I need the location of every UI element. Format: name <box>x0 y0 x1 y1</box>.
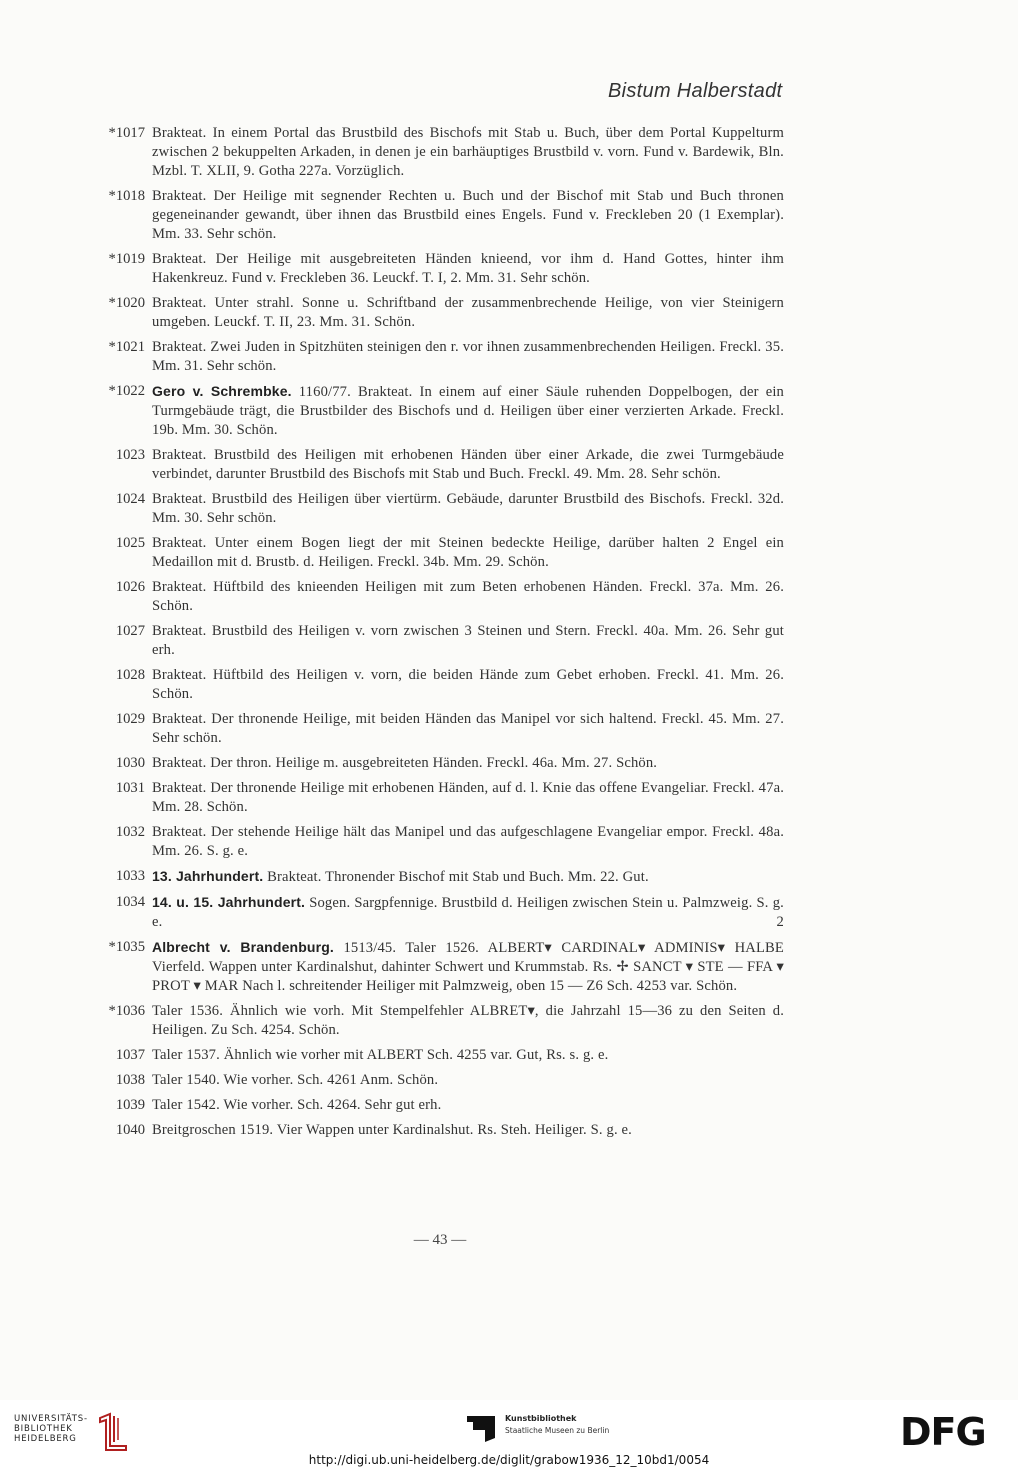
entry-text: Taler 1542. Wie vorher. Sch. 4264. Sehr gut erh. <box>152 1097 442 1113</box>
catalog-entries <box>96 124 784 1146</box>
catalog-entry <box>96 187 784 244</box>
entry-text: Brakteat. Brustbild des Heiligen mit erhobenen Händen über einer Arkade, die zwei Turmgebäude verbindet, darunter Brustbild des Bischofs mit Stab und Buch. Freckl. 49. Mm. 28. Sehr schön. <box>152 447 784 482</box>
entry-description <box>152 534 784 572</box>
page-number: — 43 — <box>413 1232 467 1248</box>
catalog-entry <box>96 823 784 861</box>
entry-number: 1039 <box>115 1097 145 1113</box>
entry-description <box>152 867 784 887</box>
catalog-entry <box>96 1071 784 1090</box>
entry-text: Brakteat. Unter einem Bogen liegt der mit Steinen bedeckte Heilige, darüber halten 2 Engel ein Medaillon mit d. Brustb. d. Heiligen. Freckl. 34b. Mm. 29. Schön. <box>152 535 784 570</box>
catalog-entry <box>96 1096 784 1115</box>
catalog-entry <box>96 938 784 996</box>
kunstbibliothek-emblem-icon <box>465 1412 499 1444</box>
catalog-entry <box>96 446 784 484</box>
entry-number: 1033 <box>115 868 145 884</box>
catalog-entry <box>96 534 784 572</box>
entry-description <box>152 1002 784 1040</box>
entry-text: Brakteat. Zwei Juden in Spitzhüten steinigen den r. vor ihnen zusammenbrechenden Heiligen. Freckl. 35. Mm. 31. Sehr schön. <box>152 339 784 374</box>
catalog-entry <box>96 250 784 288</box>
entry-number: *1019 <box>108 251 145 267</box>
entry-quantity: 2 <box>776 914 784 930</box>
entry-description <box>152 622 784 660</box>
entry-number: 1030 <box>115 755 145 771</box>
entry-text: Brakteat. Der stehende Heilige hält das Manipel und das aufgeschlagene Evangeliar empor. Freckl. 48a. Mm. 26. S. g. e. <box>152 824 784 859</box>
entry-number: 1025 <box>115 535 145 551</box>
entry-text: Brakteat. Unter strahl. Sonne u. Schriftband der zusammenbrechende Heilige, von vier Steinigern umgeben. Leuckf. T. II, 23. Mm. 31. Schön. <box>152 295 784 330</box>
entry-number: *1021 <box>108 339 145 355</box>
catalog-entry <box>96 382 784 440</box>
catalog-entry <box>96 490 784 528</box>
entry-text: Sogen. Sargpfennige. Brustbild d. Heiligen zwischen Stein u. Palmzweig. S. g. e. <box>152 895 784 930</box>
entry-text: Brakteat. Brustbild des Heiligen über viertürm. Gebäude, darunter Brustbild des Bischofs. Freckl. 32d. Mm. 30. Sehr schön. <box>152 491 784 526</box>
entry-text: Brakteat. Hüftbild des Heiligen v. vorn, die beiden Hände zum Gebet erhoben. Freckl. 41. Mm. 26. Schön. <box>152 667 784 702</box>
catalog-entry <box>96 1002 784 1040</box>
library-emblem-icon <box>96 1412 132 1452</box>
entry-description <box>152 382 784 440</box>
catalog-entry <box>96 124 784 181</box>
entry-description <box>152 446 784 484</box>
entry-text: Breitgroschen 1519. Vier Wappen unter Kardinalshut. Rs. Steh. Heiliger. S. g. e. <box>152 1122 632 1138</box>
entry-number: *1022 <box>108 383 145 399</box>
permalink-url[interactable]: http://digi.ub.uni-heidelberg.de/diglit/grabow1936_12_10bd1/0054 <box>308 1453 710 1467</box>
dfg-logo[interactable]: DFG <box>900 1410 986 1454</box>
entry-text: Taler 1540. Wie vorher. Sch. 4261 Anm. Schön. <box>152 1072 439 1088</box>
catalog-entry <box>96 1121 784 1140</box>
entry-text: Brakteat. Der thronende Heilige mit erhobenen Händen, auf d. l. Knie das offene Evangeliar. Freckl. 47a. Mm. 28. Schön. <box>152 780 784 815</box>
entry-text: Brakteat. Thronender Bischof mit Stab und Buch. Mm. 22. Gut. <box>263 869 649 885</box>
library-name <box>14 1414 88 1444</box>
entry-text: Taler 1536. Ähnlich wie vorh. Mit Stempelfehler ALBRET▾, die Jahrzahl 15—36 zu den Seiten d. Heiligen. Zu Sch. 4254. Schön. <box>152 1003 784 1038</box>
entry-text: Brakteat. Der thron. Heilige m. ausgebreiteten Händen. Freckl. 46a. Mm. 27. Schön. <box>152 755 658 771</box>
library-line-3: HEIDELBERG <box>14 1434 77 1444</box>
entry-description <box>152 779 784 817</box>
catalog-entry <box>96 779 784 817</box>
catalog-entry <box>96 622 784 660</box>
entry-text: Brakteat. In einem Portal das Brustbild des Bischofs mit Stab u. Buch, über dem Portal Kuppelturm zwischen 2 bekuppelten Arkaden, in denen je ein barhäuptiges Brustbild v. vorn. Fund v. Bardewik, Bln. Mzbl. T. XLII, 9. Gotha 227a. Vorzüglich. <box>152 125 784 179</box>
catalog-entry <box>96 294 784 332</box>
entry-number: 1037 <box>115 1047 145 1063</box>
entry-description <box>152 823 784 861</box>
entry-text: Taler 1537. Ähnlich wie vorher mit ALBERT Sch. 4255 var. Gut, Rs. s. g. e. <box>152 1047 609 1063</box>
entry-text: 1513/45. Taler 1526. ALBERT▾ CARDINAL▾ ADMINIS▾ HALBE Vierfeld. Wappen unter Kardinalshut, dahinter Schwert und Krummstab. Rs. ✢ SANCT ▾ STE — FFA ▾ PROT ▾ MAR Nach l. schreitender Heiliger mit Palmzweig, oben 15 — Z6 Sch. 4253 var. Schön. <box>152 940 784 994</box>
entry-description <box>152 294 784 332</box>
entry-heading: 13. Jahrhundert. <box>152 868 264 884</box>
library-line-2: BIBLIOTHEK <box>14 1424 73 1434</box>
entry-description <box>152 938 784 996</box>
entry-number: 1034 <box>115 894 145 910</box>
entry-description <box>152 1121 784 1140</box>
library-line-1: UNIVERSITÄTS- <box>14 1414 88 1424</box>
entry-text: Brakteat. Hüftbild des knieenden Heiligen mit zum Beten erhobenen Händen. Freckl. 37a. Mm. 26. Schön. <box>152 579 784 614</box>
entry-text: Brakteat. Brustbild des Heiligen v. vorn zwischen 3 Steinen und Stern. Freckl. 40a. Mm. 26. Sehr gut erh. <box>152 623 784 658</box>
kb-name: Kunstbibliothek <box>505 1414 577 1423</box>
entry-number: *1020 <box>108 295 145 311</box>
entry-number: 1038 <box>115 1072 145 1088</box>
catalog-entry <box>96 338 784 376</box>
entry-number: *1036 <box>108 1003 145 1019</box>
heidelberg-library-logo[interactable] <box>14 1414 134 1454</box>
entry-description <box>152 754 784 773</box>
catalog-entry <box>96 893 784 932</box>
entry-number: 1029 <box>115 711 145 727</box>
entry-number: 1023 <box>115 447 145 463</box>
entry-number: 1032 <box>115 824 145 840</box>
entry-number: 1031 <box>115 780 145 796</box>
entry-description <box>152 893 784 932</box>
entry-description <box>152 490 784 528</box>
catalog-entry <box>96 1046 784 1065</box>
entry-number: 1028 <box>115 667 145 683</box>
entry-text: Brakteat. Der thronende Heilige, mit beiden Händen das Manipel vor sich haltend. Freckl. 45. Mm. 27. Sehr schön. <box>152 711 784 746</box>
entry-number: *1035 <box>108 939 145 955</box>
catalog-entry <box>96 666 784 704</box>
entry-description <box>152 187 784 244</box>
entry-number: 1024 <box>115 491 145 507</box>
entry-heading: 14. u. 15. Jahrhundert. <box>152 894 306 910</box>
entry-text: 1160/77. Brakteat. In einem auf einer Säule ruhenden Doppelbogen, der ein Turmgebäude trägt, die Brustbilder des Bischofs und d. Heiligen über einer verzierten Arkade. Freckl. 19b. Mm. 30. Schön. <box>152 384 784 438</box>
entry-number: *1018 <box>108 188 145 204</box>
entry-text: Brakteat. Der Heilige mit ausgebreiteten Händen knieend, vor ihm d. Hand Gottes, hinter ihm Hakenkreuz. Fund v. Freckleben 36. Leuckf. T. I, 2. Mm. 31. Sehr schön. <box>152 251 784 286</box>
entry-description <box>152 124 784 181</box>
catalog-entry <box>96 754 784 773</box>
entry-number: 1027 <box>115 623 145 639</box>
entry-description <box>152 250 784 288</box>
entry-description <box>152 1096 784 1115</box>
entry-text: Brakteat. Der Heilige mit segnender Rechten u. Buch und der Bischof mit Stab und Buch thronen gegeneinander gewandt, über ihnen das Brustbild eines Engels. Fund v. Freckleben 20 (1 Exemplar). Mm. 33. Sehr schön. <box>152 188 784 242</box>
catalog-entry <box>96 710 784 748</box>
entry-description <box>152 578 784 616</box>
running-head: Bistum Halberstadt <box>608 80 783 102</box>
entry-heading: Albrecht v. Brandenburg. <box>152 939 334 955</box>
entry-description <box>152 666 784 704</box>
kb-subtitle: Staatliche Museen zu Berlin <box>505 1426 610 1435</box>
entry-description <box>152 338 784 376</box>
entry-description <box>152 1071 784 1090</box>
entry-description <box>152 1046 784 1065</box>
entry-heading: Gero v. Schrembke. <box>152 383 292 399</box>
kunstbibliothek-logo[interactable] <box>465 1412 685 1446</box>
entry-description <box>152 710 784 748</box>
catalog-entry <box>96 578 784 616</box>
catalog-entry <box>96 867 784 887</box>
entry-number: 1040 <box>115 1122 145 1138</box>
entry-number: *1017 <box>108 125 145 141</box>
entry-number: 1026 <box>115 579 145 595</box>
